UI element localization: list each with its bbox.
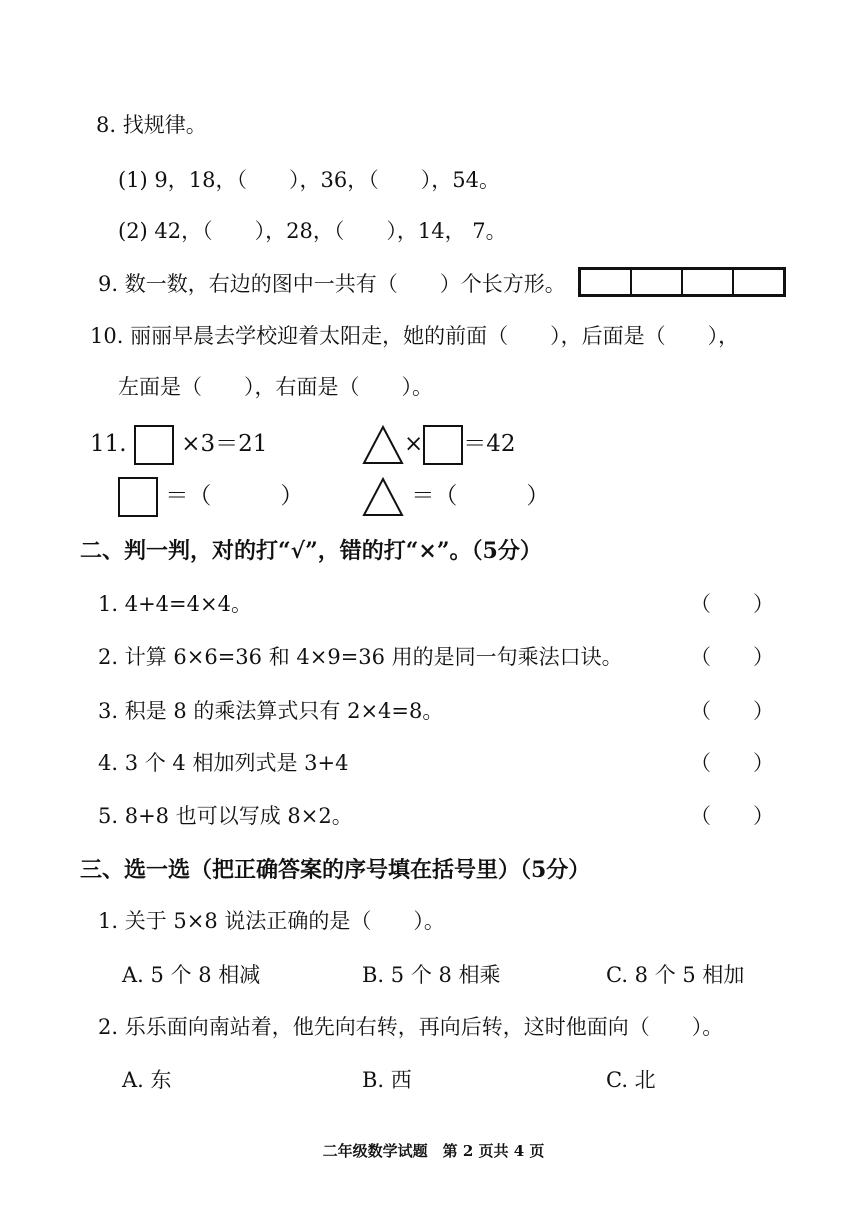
judge-item-2: 2. 计算 6×6=36 和 4×9=36 用的是同一句乘法口诀。 bbox=[98, 645, 623, 669]
judge-answer-1: （ ） bbox=[690, 592, 774, 616]
choice-q1-text: 1. 关于 5×8 说法正确的是（ ）。 bbox=[98, 909, 445, 933]
q11-eq1-rest: ×3＝21 bbox=[181, 431, 268, 457]
q11-eq2 bbox=[362, 424, 516, 465]
judge-answer-3: （ ） bbox=[690, 699, 774, 723]
q11-number: 11. bbox=[90, 431, 127, 457]
choice-q1-option-a: A. 5 个 8 相减 bbox=[122, 963, 261, 987]
judge-answer-5: （ ） bbox=[690, 804, 774, 828]
square-shape bbox=[118, 477, 158, 517]
judge-item-4: 4. 3 个 4 相加列式是 3+4 bbox=[98, 751, 349, 775]
choice-q2-option-a: A. 东 bbox=[122, 1068, 172, 1092]
q11-eq2-rest: ＝42 bbox=[463, 431, 516, 457]
choice-q2-option-b: B. 西 bbox=[362, 1068, 412, 1092]
q10-line2: 左面是（ ），右面是（ ）。 bbox=[118, 375, 433, 399]
triangle-shape bbox=[362, 477, 404, 517]
q11-eq1 bbox=[90, 424, 267, 465]
q8-part1: (1) 9，18，（ ），36，（ ），54。 bbox=[118, 168, 500, 192]
triangle-shape bbox=[362, 425, 404, 465]
judge-answer-2: （ ） bbox=[690, 645, 774, 669]
section2-heading: 二、判一判，对的打“√”，错的打“×”。（5分） bbox=[80, 538, 542, 564]
judge-item-1: 1. 4+4=4×4。 bbox=[98, 592, 252, 616]
page-footer: 二年级数学试题 第 2 页共 4 页 bbox=[322, 1142, 545, 1160]
section3-heading: 三、选一选（把正确答案的序号填在括号里）（5分） bbox=[80, 857, 591, 883]
q9-text: 9. 数一数，右边的图中一共有（ ）个长方形。 bbox=[98, 272, 566, 296]
rectangle-cell bbox=[683, 270, 734, 294]
q8-title: 8. 找规律。 bbox=[96, 113, 207, 137]
square-shape bbox=[423, 425, 463, 465]
q11-answer-triangle bbox=[362, 476, 549, 517]
q11-answer-square-text: ＝（ ） bbox=[165, 483, 304, 509]
rectangle-cell bbox=[734, 270, 783, 294]
q8-part2: (2) 42，（ ），28，（ ），14， 7。 bbox=[118, 219, 507, 243]
choice-q1-option-b: B. 5 个 8 相乘 bbox=[362, 963, 501, 987]
choice-q1-option-c: C. 8 个 5 相加 bbox=[606, 963, 745, 987]
square-shape bbox=[134, 425, 174, 465]
rectangle-figure bbox=[578, 267, 786, 297]
judge-answer-4: （ ） bbox=[690, 751, 774, 775]
rectangle-cell bbox=[581, 270, 632, 294]
choice-q2-text: 2. 乐乐面向南站着，他先向右转，再向后转，这时他面向（ ）。 bbox=[98, 1015, 724, 1039]
q10-line1: 10. 丽丽早晨去学校迎着太阳走，她的前面（ ），后面是（ ）， bbox=[90, 324, 740, 348]
q11-answer-triangle-text: ＝（ ） bbox=[411, 483, 550, 509]
q11-answer-square bbox=[118, 476, 303, 517]
rectangle-cell bbox=[632, 270, 683, 294]
q11-eq2-times: × bbox=[404, 431, 424, 457]
choice-q2-option-c: C. 北 bbox=[606, 1068, 656, 1092]
judge-item-3: 3. 积是 8 的乘法算式只有 2×4=8。 bbox=[98, 699, 444, 723]
judge-item-5: 5. 8+8 也可以写成 8×2。 bbox=[98, 804, 353, 828]
